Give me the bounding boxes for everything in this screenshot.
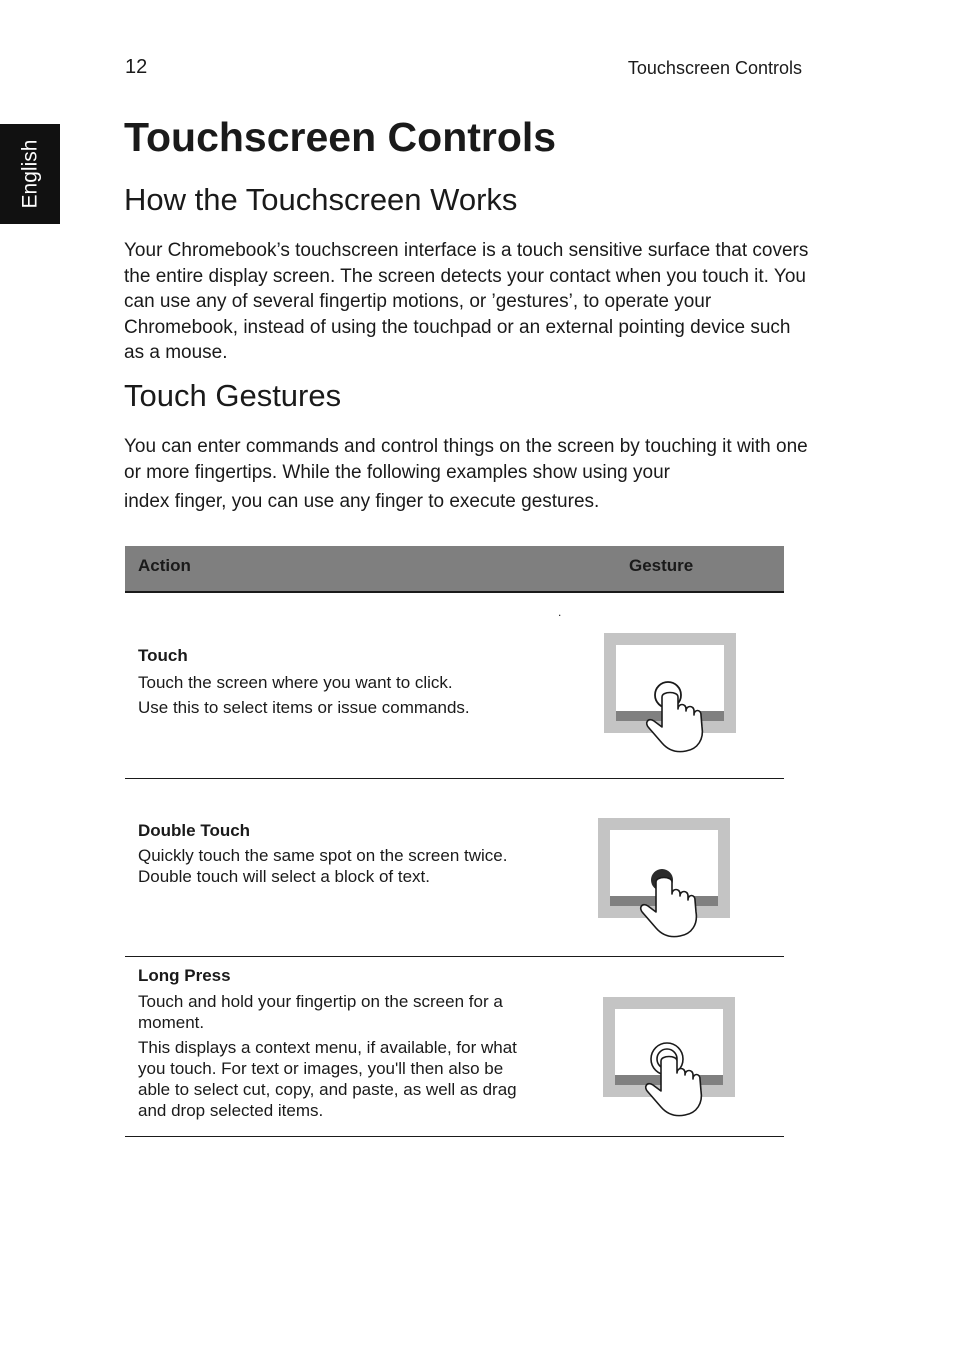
section-body-how-it-works: Your Chromebook’s touchscreen interface is a touch sensitive surface that covers the entire display screen. The screen detects your contact when you touch it. You can use any of several fingertip motions, or ’gestures’, to operate your Chromebook, instead of using the touchpad or an external pointing device such as a mouse. (124, 240, 809, 363)
language-tab (0, 124, 60, 224)
running-header-title: Touchscreen Controls (627, 58, 802, 78)
row-line: This displays a context menu, if available, for what you touch. For text or images, you'll then also be able to select cut, copy, and paste, as well as drag and drop selected items. (138, 1038, 517, 1120)
row-line: Touch and hold your fingertip on the screen for a moment. (138, 992, 503, 1032)
row-title: Touch (138, 646, 188, 665)
tap-gesture-icon (604, 633, 736, 757)
section-heading-how-it-works: How the Touchscreen Works (124, 182, 518, 217)
column-header-gesture: Gesture (629, 556, 694, 575)
row-text (138, 821, 538, 887)
row-text (138, 966, 538, 1121)
row-line: Double touch will select a block of text. (138, 867, 430, 886)
row-line: Quickly touch the same spot on the screen twice. (138, 846, 508, 865)
gesture-table (125, 546, 784, 1137)
double-tap-gesture-icon (598, 818, 730, 942)
table-header (125, 546, 784, 593)
row-text (138, 646, 538, 718)
table-row-double-touch (125, 779, 784, 957)
page-title: Touchscreen Controls (124, 114, 557, 160)
column-header-action: Action (138, 556, 191, 575)
row-title: Double Touch (138, 821, 251, 840)
row-line: Touch the screen where you want to click. (138, 673, 453, 692)
section-body-touch-gestures-1: You can enter commands and control things on the screen by touching it with one or more fingertips. While the following examples show using your (124, 436, 808, 483)
long-press-gesture-icon (603, 997, 735, 1121)
page-number: 12 (125, 56, 148, 78)
row-line: Use this to select items or issue commands. (138, 698, 470, 717)
row-title: Long Press (138, 966, 231, 985)
section-heading-touch-gestures: Touch Gestures (124, 378, 342, 413)
table-row-long-press (125, 957, 784, 1137)
table-row-touch (125, 593, 784, 779)
language-tab-label: English (18, 139, 42, 209)
stray-mark: . (558, 605, 562, 619)
section-body-touch-gestures-2: index finger, you can use any finger to execute gestures. (124, 491, 600, 512)
